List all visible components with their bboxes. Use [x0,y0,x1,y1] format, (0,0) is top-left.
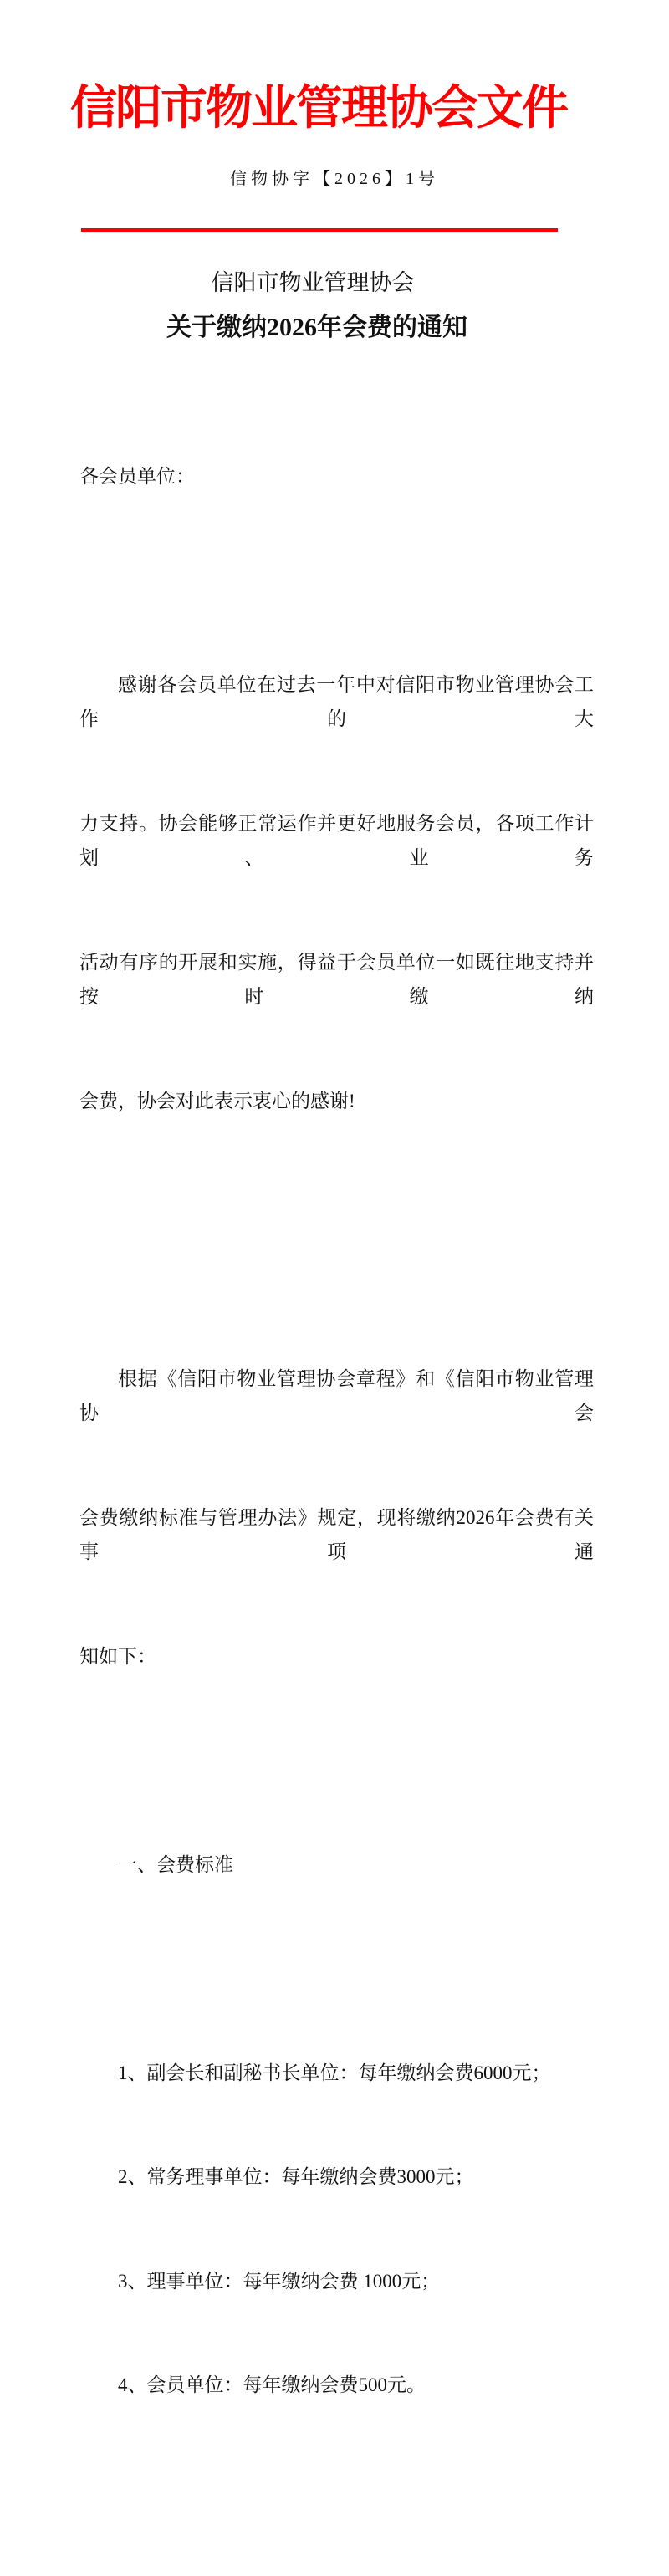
paragraph-line: 会费，协会对此表示衷心的感谢! [79,1090,355,1112]
fee-standards-list [79,1986,594,2472]
fee-item: 1、副会长和副秘书长单位：每年缴纳会费6000元； [118,2062,551,2083]
fee-item: 2、常务理事单位：每年缴纳会费3000元； [118,2166,474,2187]
fee-item: 3、理事单位：每年缴纳会费 1000元； [118,2270,441,2292]
fee-item: 4、会员单位：每年缴纳会费500元。 [118,2374,426,2395]
paragraph-line: 力支持。协会能够正常运作并更好地服务会员，各项工作计划、业务 [79,812,594,868]
paragraph [79,1292,594,1744]
document-number: 信物协字【2026】1号 [230,170,439,188]
paragraph-line: 知如下： [79,1645,156,1667]
red-header-title: 信阳市物业管理协会文件 [70,83,567,135]
section-heading: 一、会费标准 [118,1853,233,1875]
red-divider-line [81,228,558,232]
notice-title: 关于缴纳2026年会费的通知 [166,314,467,341]
paragraph-line: 感谢各会员单位在过去一年中对信阳市物业管理协会工作的大 [79,673,594,729]
paragraph-line: 活动有序的开展和实施，得益于会员单位一如既往地支持并按时缴纳 [79,951,594,1007]
paragraph-line: 根据《信阳市物业管理协会章程》和《信阳市物业管理协会 [79,1367,594,1423]
org-name-heading: 信阳市物业管理协会 [211,270,415,295]
document-body [79,355,594,2576]
paragraph-line: 会费缴纳标准与管理办法》规定，现将缴纳2026年会费有关事项通 [79,1506,594,1562]
paragraph [79,598,594,1188]
salutation: 各会员单位： [79,465,195,487]
